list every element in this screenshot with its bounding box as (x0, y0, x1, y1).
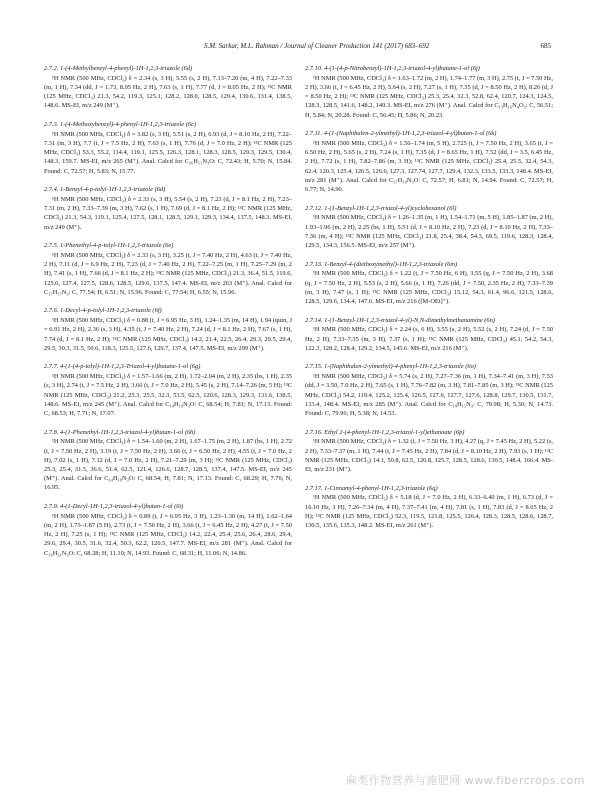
compound-entry (305, 64, 553, 120)
compound-heading: 2.7.5. 1-Phenethyl-4-p-tolyl-1H-1,2,3-triazole (6e) (44, 242, 174, 250)
compound-heading: 2.7.13. 1-Benzyl-4-(diethoxymethyl)-1H-1,2,3-triazole (6m) (305, 260, 458, 268)
compound-entry (44, 120, 292, 176)
compound-data: ¹H NMR (500 MHz, CDCl₃) δ = 1.54–1.60 (m, 2 H), 1.67–1.75 (m, 2 H), 1.87 (bs, 1 H), 2.72 (t, J = 7.50 Hz, 2 H), 3.19 (t, J = 7.50 Hz, 2 H), 3.66 (t, J = 6.50 Hz, 2 H), 4.55 (t, J = 7.0 Hz, 2 H), 7.02 (s, 1 H), 7.12 (d, J = 7.0 Hz, 2 H), 7.21–7.29 (m, 3 H); ¹³C NMR (125 MHz, CDCl₃) 25.3, 25.4, 31.5, 36.6, 51.4, 62.5, 121.4, 126.6, 128.7, 128.5, 137.4, 147.5. MS-EI, m/z 245 (M⁺). Anal. Calcd for C₁₄H₁₉N₃O: C, 68.54; H, 7.81; N, 17.13. Found: C, 68.29; H, 7.76; N, 16.95. (44, 438, 292, 492)
compound-entry (305, 428, 553, 475)
compound-heading: 2.7.10. 4-(1-(4-p-Nitrobenzyl)-1H-1,2,3-triazol-4-yl)butane-1-ol (6j) (305, 65, 480, 72)
site-watermark: 麻类作物营养与施肥网 www.fibercrops.com (345, 774, 585, 787)
compound-data: ¹H NMR (500 MHz, CDCl₃) δ = 1.57–1.66 (m, 2 H), 1.72–2.04 (m, 2 H), 2.35 (bs, 1 H), 2.35 (s, 3 H), 2.74 (t, J = 7.5 Hz, 2 H), 3.66 (t, J = 7.0 Hz, 2 H), 5.45 (s, 2 H), 7.14–7.26 (m, 5 H); ¹³C NMR (125 MHz, CDCl₃) 21.2, 25.3, 25.5, 32.3, 53.5, 62.5, 120.6, 128.3, 129.3, 131.6, 138.5, 148.6. MS-EI, m/z 245 (M⁺). Anal. Calcd for C₁₄H₁₉N₃O: C, 68.54; H, 7.81; N, 17.13. Found: C, 68.53; H, 7.71; N, 17.07. (44, 373, 292, 417)
compound-heading: 2.7.16. Ethyl 2-(4-phenyl-1H-1,2,3-triazol-1-yl)ethanoate (6p) (305, 428, 465, 436)
compound-entry (305, 362, 553, 418)
compound-entry (305, 129, 553, 194)
compound-entry (44, 428, 292, 493)
left-column (44, 64, 292, 567)
right-column (305, 64, 553, 540)
compound-heading: 2.7.6. 1-Decyl-4-p-tolyl-1H-1,2,3-triazole (6f) (44, 307, 162, 315)
compound-heading: 2.7.4. 1-Benzyl-4-p-tolyl-1H-1,2,3-triazole (6d) (44, 186, 166, 194)
compound-data: ¹H NMR (500 MHz, CDCl₃) δ = 5.74 (s, 2 H), 7.27–7.36 (m, 1 H), 7.34–7.41 (m, 3 H), 7.53 (dd, J = 3.50, 7.0 Hz, 2 H), 7.65 (s, 1 H), 7.76–7.82 (m, 3 H), 7.81–7.85 (m, 3 H); ¹³C NMR (125 MHz, CDCl₃) 54.2, 119.4, 125.2, 125.4, 126.5, 127.6, 127.7, 127.6, 128.8, 129.7, 130.5, 131.7, 133.4, 148.4. MS-EI, m/z 285 (M⁺). Anal. Calcd for C₁₉H₁₅N₃: C, 79.98; H, 5.30; N, 14.73. Found: C, 79.96; H, 5.38; N, 14.53. (305, 373, 553, 417)
compound-heading: 2.7.17. 1-Cinnamyl-4-phenyl-1H-1,2,3-triazole (6q) (305, 484, 438, 492)
compound-data: ¹H NMR (500 MHz, CDCl₃) δ = 0.88 (t, J = 6.95 Hz, 3 H), 1.24–1.35 (m, 14 H), 1.94 (quin, J = 6.91 Hz, 2 H), 2.36 (s, 3 H), 4.35 (t, J = 7.40 Hz, 2 H), 7.24 (d, J = 8.1 Hz, 2 H), 7.67 (s, 1 H), 7.74 (d, J = 8.1 Hz, 2 H); ¹³C NMR (125 MHz, CDCl₃) 14.2, 21.4, 22.5, 26.4, 29.3, 29.5, 29.4, 29.5, 30.3, 31.5, 50.6, 118.3, 125.5, 127.6, 129.7, 137.4, 147.5. MS-EI, m/z 299 (M⁺). (44, 317, 292, 352)
compound-entry (44, 64, 292, 111)
compound-data: ¹H NMR (500 MHz, CDCl₃) δ = 2.33 (s, 3 H), 3.25 (t, J = 7.40 Hz, 2 H), 4.63 (t, J = 7.40 Hz, 2 H), 7.11 (d, J = 6.9 Hz, 2 H), 7.23 (d, J = 7.40 Hz, 2 H), 7.22–7.25 (m, 1 H), 7.25–7.29 (m, 2 H), 7.41 (s, 1 H), 7.66 (d, J = 8.1 Hz, 2 H); ¹³C NMR (125 MHz, CDCl₃) 21.3, 36.4, 51.5, 119.6, 125.6, 127.4, 127.5, 128.6, 128.5, 129.6, 137.5, 147.4. MS-EI, m/z 263 (M⁺). Anal. Calcd for C₁₇H₁₇N₃: C, 77.54; H, 6.51; N, 15.96. Found: C, 77.54; H, 6.55; N, 15.96. (44, 251, 292, 296)
compound-data: ¹H NMR (500 MHz, CDCl₃) δ = 1.63–1.72 (m, 2 H), 1.74–1.77 (m, 3 H), 2.75 (t, J = 7.50 Hz, 2 H), 3.66 (t, J = 6.45 Hz, 2 H), 5.64 (s, 2 H), 7.27 (s, 1 H), 7.35 (d, J = 8.50 Hz, 2 H), 8.26 (d, J = 8.50 Hz, 2 H); ¹³C NMR (125 MHz, CDCl₃) 25.3, 25.4, 32.3, 52.8, 62.4, 120.7, 124.3, 124.5, 128.3, 128.5, 141.6, 148.2, 149.3. MS-EI, m/z 276 (M⁺). Anal. Calcd for C₁₃H₁₆N₄O₃: C, 56.51; H, 5.84; N, 20.28. Found: C, 56.45; H, 5.86; N, 20.23. (305, 74, 553, 119)
compound-heading: 2.7.9. 4-(1-Decyl-1H-1,2,3-triazol-4-yl)butan-1-ol (6i) (44, 503, 184, 511)
compound-entry (305, 260, 553, 307)
compound-heading: 2.7.7. 4-(1-(4-p-tolyl)-1H-1,2,3-Triazol-4-yl)butane-1-ol (6g) (44, 363, 201, 371)
compound-data: ¹H NMR (500 MHz, CDCl₃) δ = 2.34 (s, 3 H), 5.55 (s, 2 H), 7.13–7.20 (m, 4 H), 7.22–7.33 (m, 1 H), 7.34 (dd, J = 1.73, 8.05 Hz, 2 H), 7.63 (s, 1 H), 7.77 (d, J = 8.05 Hz, 2 H); ¹³C NMR (125 MHz, CDCl₃) 21.3, 54.2, 119.3, 125.1, 128.2, 128.0, 128.5, 129.4, 130.6, 131.4, 138.5, 148.6. MS-EI, m/z 249 (M⁺). (44, 74, 292, 110)
page-number: 685 (540, 42, 551, 50)
compound-heading: 2.7.15. 1-(Naphthalen-2-ylmethyl)-4-phenyl-1H-1,2,3-triazole (6o) (305, 363, 476, 371)
compound-data: ¹H NMR (500 MHz, CDCl₃) δ = 3.82 (s, 3 H), 5.51 (s, 2 H), 6.93 (d, J = 8.10 Hz, 2 H), 7.22–7.31 (m, 3 H), 7.7 (t, J = 7.5 Hz, 2 H), 7.63 (s, 1 H), 7.76 (d, J = 7.0 Hz, 2 H); ¹³C NMR (125 MHz, CDCl₃) 53.3, 55.2, 114.4, 119.1, 125.5, 126.3, 128.1, 128.3, 128.5, 129.3, 129.5, 130.4, 148.3, 159.7. MS-EI, m/z 265 (M⁺). Anal. Calcd for C₁₆H₁₅N₃O: C, 72.43; H, 5.70; N, 15.84. Found: C, 72.57; H, 5.83; N, 15.77. (44, 130, 292, 175)
compound-entry (305, 484, 553, 531)
compound-data: ¹H NMR (500 MHz, CDCl₃) δ = 2.33 (s, 3 H), 5.54 (s, 2 H), 7.23 (d, J = 8.1 Hz, 2 H), 7.23–7.31 (m, 2 H), 7.33–7.39 (m, 3 H), 7.62 (s, 1 H), 7.69 (d, J = 8.1 Hz, 2 H); ¹³C NMR (125 MHz, CDCl₃) 21.3, 54.3, 119.1, 125.4, 127.5, 128.1, 128.5, 129.1, 129.3, 134.4, 137.5, 148.3. MS-EI, m/z 249 (M⁺). (44, 195, 292, 231)
compound-entry (44, 241, 292, 297)
compound-data: ¹H NMR (500 MHz, CDCl₃) δ = 1.56–1.74 (m, 5 H), 2.725 (t, J = 7.50 Hz, 2 H), 3.65 (t, J = 6.50 Hz, 2 H), 5.65 (s, 2 H), 7.24 (s, 1 H), 7.35 (d, J = 8.65 Hz, 1 H), 7.52 (dd, J = 3.5, 6.45 Hz, 2 H), 7.72 (s, 1 H), 7.82–7.86 (m, 3 H); ¹³C NMR (125 MHz, CDCl₃) 25.4, 25.5, 32.4, 54.3, 62.4, 120.3, 125.4, 126.5, 126.6, 127.3, 127.74, 127.7, 129.4, 132.3, 133.5, 133.3, 148.4. MS-EI, m/z 281 (M⁺). Anal. Calcd for C₁₇H₁₉N₃O: C, 72.57; H, 6.81; N, 14.94. Found: C, 72.57; H, 6.77; N, 14.90. (305, 139, 553, 193)
compound-entry (44, 362, 292, 418)
compound-data: ¹H NMR (500 MHz, CDCl₃) δ = 5.18 (d, J = 7.0 Hz, 2 H), 6.33–6.40 (m, 1 H), 6.73 (d, J = 16.10 Hz, 1 H), 7.26–7.34 (m, 4 H), 7.37–7.41 (m, 4 H), 7.81 (s, 1 H), 7.83 (d, J = 8.65 Hz, 2 H); ¹³C NMR (125 MHz, CDCl₃) 52.3, 119.5, 121.8, 125.5, 126.4, 128.3, 128.5, 128.6, 128.7, 130.5, 135.6, 135.3, 148.2. MS-EI, m/z 261 (M⁺). (305, 494, 553, 530)
page-header (44, 42, 551, 54)
compound-data: ¹H NMR (500 MHz, CDCl₃) δ = 1.22 (t, J = 7.50 Hz, 6 H), 3.55 (q, J = 7.50 Hz, 2 H), 3.68 (q, J = 7.50 Hz, 2 H), 5.53 (s, 2 H), 5.66 (s, 1 H), 7.26 (dd, J = 7.50, 2.35 Hz, 2 H), 7.33–7.39 (m, 3 H), 7.47 (s, 1 H); ¹³C NMR (125 MHz, CDCl₃) 15.12, 54.3, 61.4, 96.6, 121.5, 128.6, 128.5, 129.6, 134.4, 147.6. MS-EI, m/z 216 ([M-OEt]⁺). (305, 270, 553, 305)
compound-data: ¹H NMR (500 MHz, CDCl₃) δ = 1.26–1.35 (m, 1 H), 1.54–1.71 (m, 5 H), 1.85–1.87 (m, 2 H), 1.93–1.96 (m, 2 H), 2.25 (bs, 1 H), 5.51 (d, J = 8.10 Hz, 2 H), 7.23 (d, J = 8.10 Hz, 2 H), 7.33–7.36 (m, 4 H); ¹³C NMR (125 MHz, CDCl₃) 21.8, 25.4, 38.4, 54.3, 69.5, 119.6, 128.3, 128.4, 129.5, 134.3, 156.5. MS-EI, m/z 257 (M⁺). (305, 214, 553, 249)
compound-data: ¹H NMR (500 MHz, CDCl₃) δ = 0.89 (t, J = 6.95 Hz, 3 H), 1.23–1.30 (m, 14 H), 1.62–1.64 (m, 2 H), 1.73–1.87 (5 H), 2.73 (t, J = 7.50 Hz, 2 H), 3.66 (t, J = 6.45 Hz, 2 H), 4.27 (t, J = 7.50 Hz, 2 H), 7.25 (s, 1 H); ¹³C NMR (125 MHz, CDCl₃) 14.2, 22.4, 25.4, 25.6, 26.4, 28.6, 29.4, 29.6, 29.4, 30.5, 31.6, 32.4, 50.3, 62.2, 120.5, 147.7. MS-EI, m/z 281 (M⁺). Anal. Calcd for C₁₆H₃₁N₃O: C, 68.28; H, 11.10; N, 14.93. Found: C, 68.31; H, 11.06; N, 14.86. (44, 512, 292, 557)
compound-heading: 2.7.11. 4-(1-(Naphthalen-2-ylmethyl)-1H-1,2,3-triazol-4-yl)butan-1-ol (6k) (305, 130, 497, 138)
compound-entry (44, 185, 292, 232)
compound-heading: 2.7.12. 1-(1-Benzyl-1H-1,2,3-triazol-4-yl)cyclohexanol (6l) (305, 204, 457, 212)
compound-entry (44, 306, 292, 353)
compound-data: ¹H NMR (500 MHz, CDCl₃) δ = 1.32 (t, J = 7.50 Hz, 3 H), 4.27 (q, J = 7.45 Hz, 2 H), 5.22 (s, 2 H), 7.33–7.37 (m, 1 H), 7.44 (t, J = 7.45 Hz, 2 H), 7.84 (d, J = 8.10 Hz, 2 H), 7.93 (s, 1 H); ¹³C NMR (125 MHz, CDCl₃) 14.1, 50.8, 62.5, 120.8, 125.7, 128.5, 128.6, 130.5, 148.4, 166.4. MS-EI, m/z 231 (M⁺). (305, 438, 553, 474)
compound-entry (44, 502, 292, 558)
compound-heading: 2.7.14. 1-(1-Benzyl-1H-1,2,3-triazol-4-yl)-N,N-dimethylmethanamine (6n) (305, 316, 495, 324)
compound-heading: 2.7.8. 4-(1-Phenethyl-1H-1,2,3-triazol-4-yl)butan-1-ol (6h) (44, 428, 196, 436)
compound-data: ¹H NMR (500 MHz, CDCl₃) δ = 2.24 (s, 6 H), 3.55 (s, 2 H), 5.52 (s, 2 H), 7.24 (d, J = 7.50 Hz, 2 H), 7.33–7.35 (m, 3 H), 7.37 (s, 1 H); ¹³C NMR (125 MHz, CDCl₃) 45.1, 54.2, 54.3, 122.3, 128.2, 128.4, 129.2, 134.5, 145.6. MS-EI, m/z 216 (M⁺). (305, 326, 553, 352)
running-title: S.M. Sarkar, M.L. Rahman / Journal of Cleaner Production 141 (2017) 683–692 (204, 42, 430, 50)
compound-entry (305, 204, 553, 251)
compound-heading: 2.7.3. 1-(4-Methoxybenzyl)-4-phenyl-1H-1,2,3-triazole (6c) (44, 121, 197, 129)
compound-entry (305, 316, 553, 353)
compound-heading: 2.7.2. 1-(4-Methylbenzyl-4-phenyl)-1H-1,2,3-triazole (6d) (44, 65, 193, 72)
